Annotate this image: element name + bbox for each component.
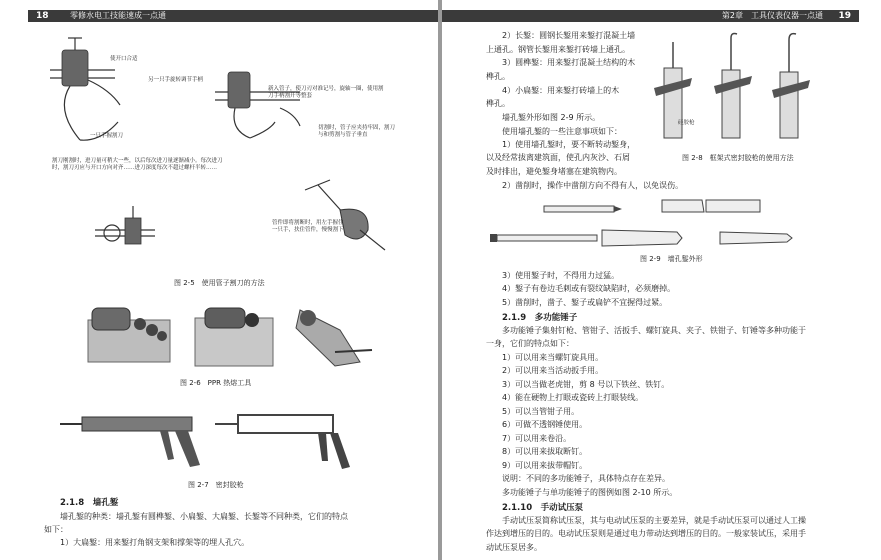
sealant-tube-2 xyxy=(714,34,752,139)
text-line: 2）长錾：圆钢长錾用来錾打混凝土墙 xyxy=(502,31,636,40)
note: 多功能锤子与单功能锤子的图例如图 2-10 所示。 xyxy=(502,488,678,497)
figure-2-8-label: 硅胶枪 xyxy=(678,120,695,126)
chisel-3 xyxy=(490,234,597,242)
figure-2-9-caption: 图 2-9 墙孔錾外形 xyxy=(640,255,703,263)
pipe-cutter-illustration-4 xyxy=(305,180,385,250)
figure-2-7-caption: 图 2-7 密封胶枪 xyxy=(188,481,244,489)
text-line: 以及经常拔离建筑面，使孔内灰沙、石屑 xyxy=(486,153,630,162)
list-item-1: 1）大扁錾：用来錾打角钢支架和撑架等的埋人孔穴。 xyxy=(60,538,250,547)
right-page xyxy=(442,0,881,560)
paragraph: 手动试压泵简称试压泵，其与电动试压泵的主要差异，就是手动试压泵可以通过人工操 xyxy=(502,516,806,525)
section-2-1-9-heading: 2.1.9 多功能锤子 xyxy=(502,313,578,323)
paragraph-cont: 作达到增压的目的。电动试压泵则是通过电力带动达到增压的目的。一般家装试压，采用手 xyxy=(486,529,806,538)
chisel-2 xyxy=(662,200,760,212)
ppr-tool-kit-2 xyxy=(195,308,273,366)
section-2-1-8-heading: 2.1.8 墙孔錾 xyxy=(60,498,119,508)
fig-label-g: 管件即将割断时，用左手握住一只手，扶住管件，慢慢割下 xyxy=(272,220,344,233)
ppr-tool-figure xyxy=(0,300,438,375)
paragraph-1: 墙孔錾的种类：墙孔錾有圆榫錾、小扁錾、大扁錾、长錾等不同种类，它们的特点 xyxy=(60,512,348,521)
figure-2-6-caption: 图 2-6 PPR 热熔工具 xyxy=(180,379,252,387)
paragraph-1-cont: 如下： xyxy=(44,525,68,534)
ppr-tool-kit-3 xyxy=(296,310,372,366)
text-line: 及时排出，避免錾身堵塞在建筑物内。 xyxy=(486,167,622,176)
list-item: 5）可以当管钳子用。 xyxy=(502,407,580,416)
pipe-cutter-figure xyxy=(0,30,438,270)
pipe-cutter-illustration-3 xyxy=(95,206,155,244)
ppr-tool-kit-1 xyxy=(88,308,170,362)
figure-2-8-caption: 图 2-8 框架式密封胶枪的使用方法 xyxy=(682,154,794,162)
text-line: 上通孔。钢管长錾用来錾打砖墙上通孔。 xyxy=(486,45,630,54)
left-page xyxy=(0,0,438,560)
page-number: 18 xyxy=(36,11,49,21)
text-line: 1）使用墙孔錾时，要不断转动錾身， xyxy=(502,140,636,149)
page-header xyxy=(28,10,438,22)
note: 说明：不同的多功能锤子，具体特点存在差异。 xyxy=(502,474,670,483)
fig-label-c: 一只手握割刀 xyxy=(90,133,124,139)
text-line: 墙孔錾外形如图 2-9 所示。 xyxy=(502,113,601,122)
text-line: 3）使用錾子时，不得用力过猛。 xyxy=(502,271,620,280)
chisel-5 xyxy=(720,232,792,244)
list-item: 9）可以用来拔带帽钉。 xyxy=(502,461,588,470)
fig-label-a: 使开口合适 xyxy=(110,56,138,62)
text-line: 5）凿削时，凿子、錾子或扁铲不宜握得过紧。 xyxy=(502,298,668,307)
chapter-title: 第2章 工具仪表仪器一点通 xyxy=(721,11,823,20)
wall-chisel-figure xyxy=(442,198,881,258)
sealant-tube-3 xyxy=(772,34,810,138)
list-item: 2）可以用来当活动扳手用。 xyxy=(502,366,604,375)
list-item: 7）可以用来卷沿。 xyxy=(502,434,572,443)
page-header xyxy=(442,10,859,22)
list-item: 4）能在硬物上打眼或瓷砖上打眼装线。 xyxy=(502,393,644,402)
text-line: 4）小扁錾：用来錾打砖墙上的木 xyxy=(502,86,620,95)
text-line: 4）錾子有卷边毛刺或有裂纹缺陷时，必须磨掉。 xyxy=(502,284,676,293)
pipe-cutter-illustration-1 xyxy=(50,38,120,140)
section-2-1-10-heading: 2.1.10 手动试压泵 xyxy=(502,503,584,513)
text-line: 榫孔。 xyxy=(486,99,510,108)
chisel-1 xyxy=(544,206,622,212)
page-number: 19 xyxy=(838,11,851,21)
chisel-4 xyxy=(602,230,682,246)
text-line: 榫孔。 xyxy=(486,72,510,81)
sealant-gun-2 xyxy=(215,415,350,469)
paragraph-cont: 动试压泵居多。 xyxy=(486,543,542,552)
pipe-cutter-illustration-2 xyxy=(215,72,300,138)
book-title: 零修水电工技能速成一点通 xyxy=(70,11,166,20)
text-line: 3）圆榫錾：用来錾打混凝土结构的木 xyxy=(502,58,636,67)
list-item: 3）可以当做老虎钳，剪 8 号以下铁丝、铁钉。 xyxy=(502,380,670,389)
paragraph-cont: 一身，它们的特点如下： xyxy=(486,339,574,348)
sealant-gun-usage-figure xyxy=(442,30,881,145)
fig-label-d: 新入管子，使刀刃对准记号，旋轴一圈，使用割刀手柄割开等整套 xyxy=(268,86,384,99)
paragraph: 多功能锤子集射钉枪、管钳子、活扳手、螺钉旋具、夹子、铁钳子、钉锤等多种功能于 xyxy=(502,326,806,335)
fig-label-b: 另一只手旋转调节手柄 xyxy=(148,77,204,83)
text-line: 使用墙孔錾的一些注意事项如下： xyxy=(502,127,622,136)
fig-label-e: 切割时，管子应夹持牢固，割刀与和剪割与管子垂直 xyxy=(318,125,396,138)
list-item: 1）可以用来当螺钉旋具用。 xyxy=(502,353,604,362)
figure-2-5-caption: 图 2-5 使用管子割刀的方法 xyxy=(174,279,265,287)
sealant-gun-1 xyxy=(60,417,200,467)
fig-label-f: 割刀刚割时，进刀量可稍大一些，以后每次进刀量逐渐减小。每次进刀时，割刀刃应与开口方向对齐……进刀深度每次不超过螺杆半转…… xyxy=(52,158,223,171)
list-item: 6）可做不透钢锤使用。 xyxy=(502,420,588,429)
sealant-gun-figure xyxy=(0,405,438,475)
text-line: 2）凿削时，操作中凿削方向不得有人，以免误伤。 xyxy=(502,181,684,190)
list-item: 8）可以用来拔取断钉。 xyxy=(502,447,588,456)
